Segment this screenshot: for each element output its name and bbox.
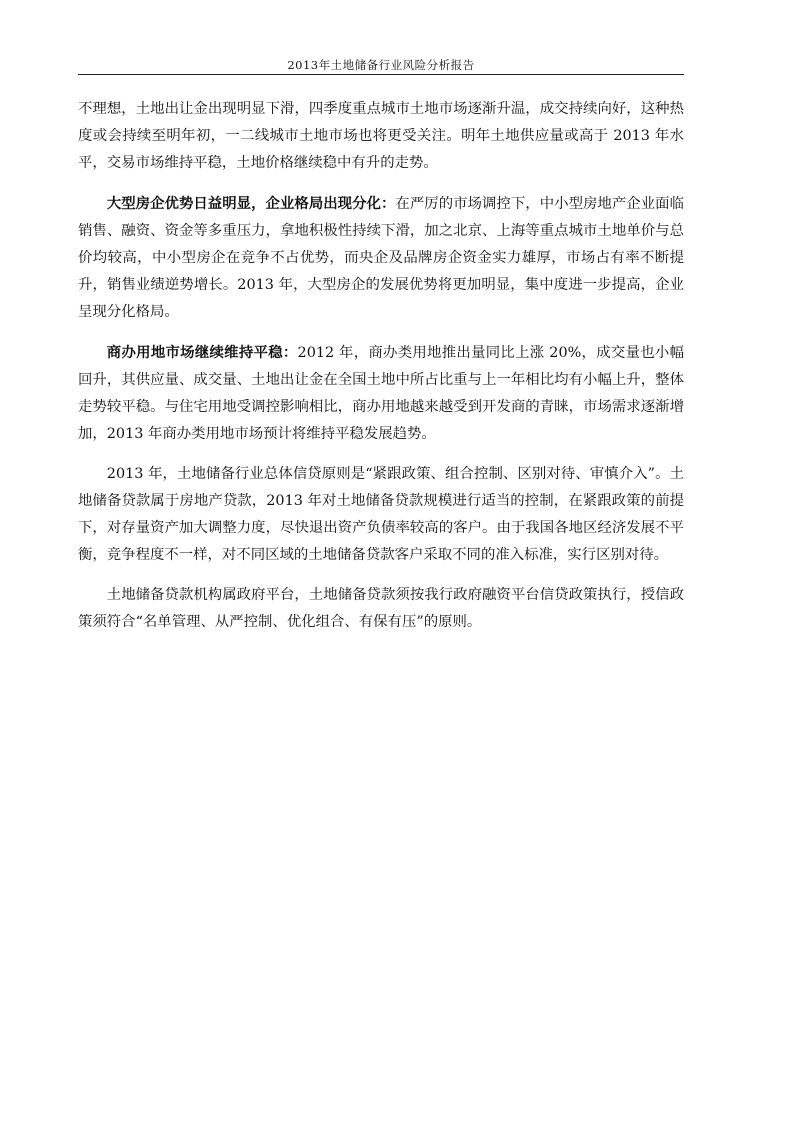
paragraph-text: 土地储备贷款机构属政府平台，土地储备贷款须按我行政府融资平台信贷政策执行，授信政策须符合“名单管理、从严控制、优化组合、有保有压”的原则。 [78,587,684,630]
paragraph-text: 2012 年，商办类用地推出量同比上涨 20%，成交量也小幅回升，其供应量、成交量、土地出让金在全国土地中所占比重与上一年相比均有小幅上升，整体走势较平稳。与住宅用地受调控影响相比，商办用地越来越受到开发商的青睐，市场需求逐渐增加，2013 年商办类用地市场预计将维持平稳发展趋势。 [78,345,684,442]
header-divider [78,74,684,75]
paragraph-large-developers [78,190,684,326]
paragraph-platform-policy [78,582,684,636]
paragraph-commercial-land [78,339,684,448]
paragraph-text: 不理想，土地出让金出现明显下滑，四季度重点城市土地市场逐渐升温，成交持续向好，这种热度或会持续至明年初，一二线城市土地市场也将更受关注。明年土地供应量或高于 2013 年水平，交易市场维持平稳，土地价格继续稳中有升的走势。 [78,101,684,171]
paragraph-continuation [78,96,684,177]
paragraph-text: 2013 年，土地储备行业总体信贷原则是“紧跟政策、组合控制、区别对待、审慎介入”。土地储备贷款属于房地产贷款，2013 年对土地储备贷款规模进行适当的控制，在紧跟政策的前提下，对存量资产加大调整力度，尽快退出资产负债率较高的客户。由于我国各地区经济发展不平衡，竞争程度不一样，对不同区域的土地储备贷款客户采取不同的准入标准，实行区别对待。 [78,466,684,563]
paragraph-lead-heading: 商办用地市场继续维持平稳： [106,344,298,361]
paragraph-credit-principle [78,461,684,569]
paragraph-lead-heading: 大型房企优势日益明显，企业格局出现分化： [106,195,396,212]
paragraph-text: 在严厉的市场调控下，中小型房地产企业面临销售、融资、资金等多重压力，拿地积极性持续下滑，加之北京、上海等重点城市土地单价与总价均较高，中小型房企在竞争不占优势，而央企及品牌房企资金实力雄厚，市场占有率不断提升，销售业绩逆势增长。2013 年，大型房企的发展优势将更加明显，集中度进一步提高，企业呈现分化格局。 [78,196,684,320]
document-body [78,96,684,649]
page-header-title: 2013年土地储备行业风险分析报告 [287,58,475,72]
